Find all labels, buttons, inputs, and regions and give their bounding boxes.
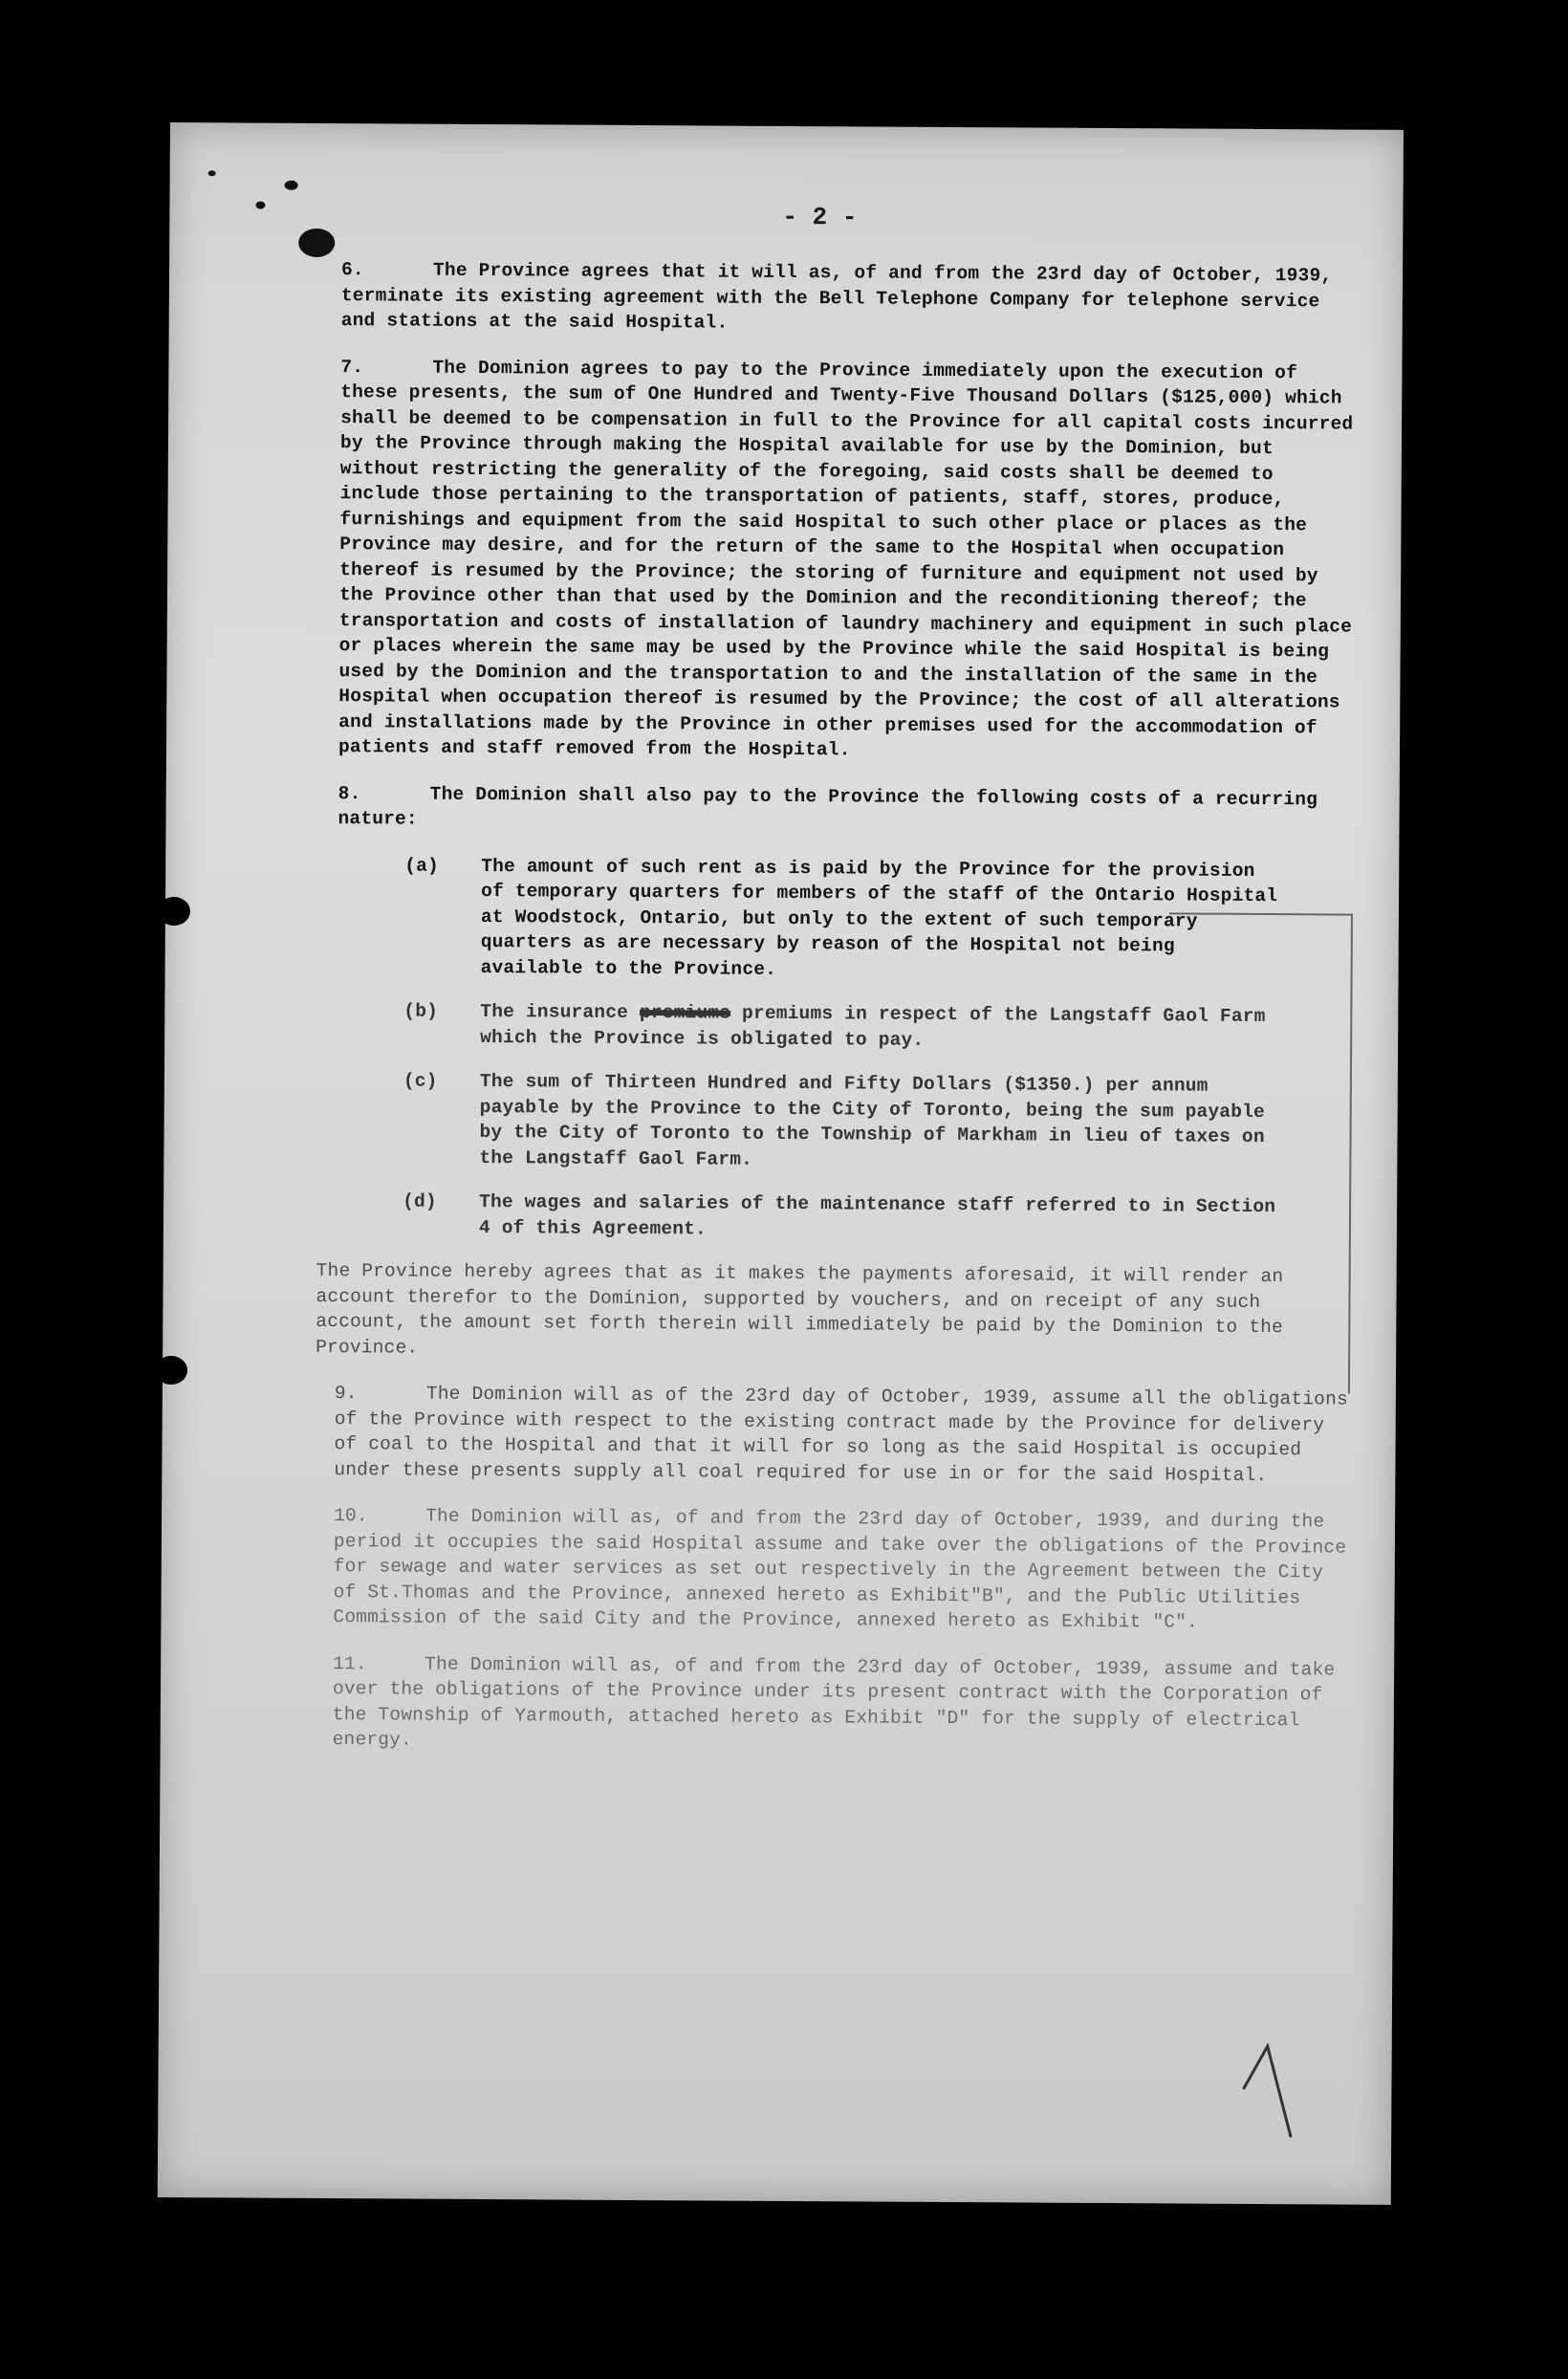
sub-item-c bbox=[336, 1068, 1283, 1175]
sub-item-d bbox=[336, 1189, 1282, 1245]
sub-item-text: The wages and salaries of the maintenance staff referred to in Section 4 of this Agreement. bbox=[478, 1190, 1276, 1239]
paragraph-9 bbox=[334, 1381, 1358, 1489]
document-body bbox=[316, 257, 1365, 1779]
sub-item-text-before: The insurance bbox=[480, 1000, 641, 1024]
sub-item-text: The sum of Thirteen Hundred and Fifty Dollars ($1350.) per annum payable by the Province to the City of Toronto, being the sum payable by the City of Toronto to the Township of Markham in lieu of taxes on the Langstaff Gaol Farm. bbox=[479, 1070, 1266, 1170]
sub-item-a bbox=[338, 853, 1285, 986]
paragraph-text: The Dominion will as, of and from the 23rd day of October, 1939, and during the period it occupies the said Hospital assume and take over the obligations of the Province for sewage and water services as set out respectively in the Agreement between the City of St.Thomas and the Province, annexed hereto as Exhibit"B", and the Public Utilities Commission of the said City and the Province, annexed hereto as Exhibit "C". bbox=[333, 1505, 1359, 1633]
paragraph-text: The Dominion agrees to pay to the Province immediately upon the execution of these presents, the sum of One Hundred and Twenty-Five Thousand Dollars ($125,000) which shall be deemed to be compensation in full to the Province for all capital costs incurred by the Province through making the Hospital available for use by the Dominion, but without restricting the generality of the foregoing, said costs shall be deemed to include those pertaining to the transportation of patients, staff, stores, produce, furnishings and equipment from the said Hospital to such other place or places as the Province may desire, and for the return of the same to the Hospital when occupation thereof is resumed by the Province; the storing of furniture and equipment not used by the Province other than that used by the Dominion and the reconditioning thereof; the transportation and costs of installation of laundry machinery and equipment in such place or places wherein the same may be used by the Province while the said Hospital is being used by the Dominion and the transportation to and the installation of the same in the Hospital when occupation thereof is resumed by the Province; the cost of all alterations and installations made by the Province in other premises used for the accommodation of patients and staff removed from the Hospital. bbox=[338, 357, 1365, 761]
page-number: - 2 - bbox=[782, 202, 858, 232]
binder-hole bbox=[158, 897, 190, 926]
ink-blot bbox=[208, 170, 216, 176]
sub-item-label: (a) bbox=[404, 855, 440, 877]
struck-word: premiums bbox=[639, 1002, 731, 1024]
binder-hole bbox=[155, 1356, 187, 1385]
sub-item-text-after: premiums in respect of the Langstaff Gaol Farm which the Province is obligated to pay. bbox=[480, 1002, 1266, 1051]
paragraph-number: 11. bbox=[333, 1652, 367, 1674]
ink-blot bbox=[255, 202, 265, 209]
paragraph-number: 10. bbox=[334, 1505, 368, 1527]
paragraph-text: The Dominion will as of the 23rd day of October, 1939, assume all the obligations of the Province with respect to the existing contract made by the Province for delivery of coal to the Hospital and that it will for so long as the said Hospital is occupied under these presents supply all coal required for use in or for the said Hospital. bbox=[334, 1383, 1360, 1486]
paragraph-number: 9. bbox=[334, 1383, 358, 1405]
paragraph-number: 6. bbox=[340, 259, 364, 281]
sub-item-text bbox=[480, 999, 1283, 1055]
ink-blot bbox=[285, 181, 298, 190]
sub-item-label: (c) bbox=[403, 1070, 438, 1092]
payment-clause: The Province hereby agrees that as it makes the payments aforesaid, it will render an account therefor to the Dominion, supported by vouchers, and on receipt of any such account, the amount set forth therein will immediately be paid by the Dominion to the Province. bbox=[316, 1259, 1296, 1359]
sub-item-label: (b) bbox=[403, 1000, 439, 1022]
paragraph-7 bbox=[338, 355, 1364, 767]
document-page bbox=[158, 122, 1404, 2205]
paragraph-10 bbox=[333, 1503, 1357, 1636]
paragraph-number: 8. bbox=[338, 782, 361, 804]
paragraph-6 bbox=[341, 257, 1364, 339]
sub-item-b bbox=[337, 998, 1283, 1055]
paragraph-11 bbox=[333, 1651, 1357, 1759]
sub-item-label: (d) bbox=[403, 1190, 437, 1212]
paragraph-text: The Dominion shall also pay to the Province the following costs of a recurring nature: bbox=[338, 783, 1330, 830]
pencil-checkmark bbox=[1238, 2041, 1296, 2147]
ink-blot bbox=[298, 229, 335, 257]
paragraph-text: The Dominion will as, of and from the 23rd day of October, 1939, assume and take over the obligations of the Province under its present contract with the Corporation of the Township of Yarmouth, attached hereto as Exhibit "D" for the supply of electrical energy. bbox=[332, 1653, 1347, 1751]
sub-item-text: The amount of such rent as is paid by the Province for the provision of temporary quarters for members of the staff of the Ontario Hospital at Woodstock, Ontario, but only to the extent of such temporary quarters as are necessary by reason of the Hospital not being available to the Province. bbox=[480, 855, 1278, 980]
paragraph-number: 7. bbox=[340, 356, 364, 378]
paragraph-8 bbox=[338, 781, 1361, 839]
paragraph-text: The Province agrees that it will as, of and from the 23rd day of October, 1939, terminate its existing agreement with the Bell Telephone Company for telephone service and stations at the said Hospital. bbox=[340, 259, 1344, 334]
